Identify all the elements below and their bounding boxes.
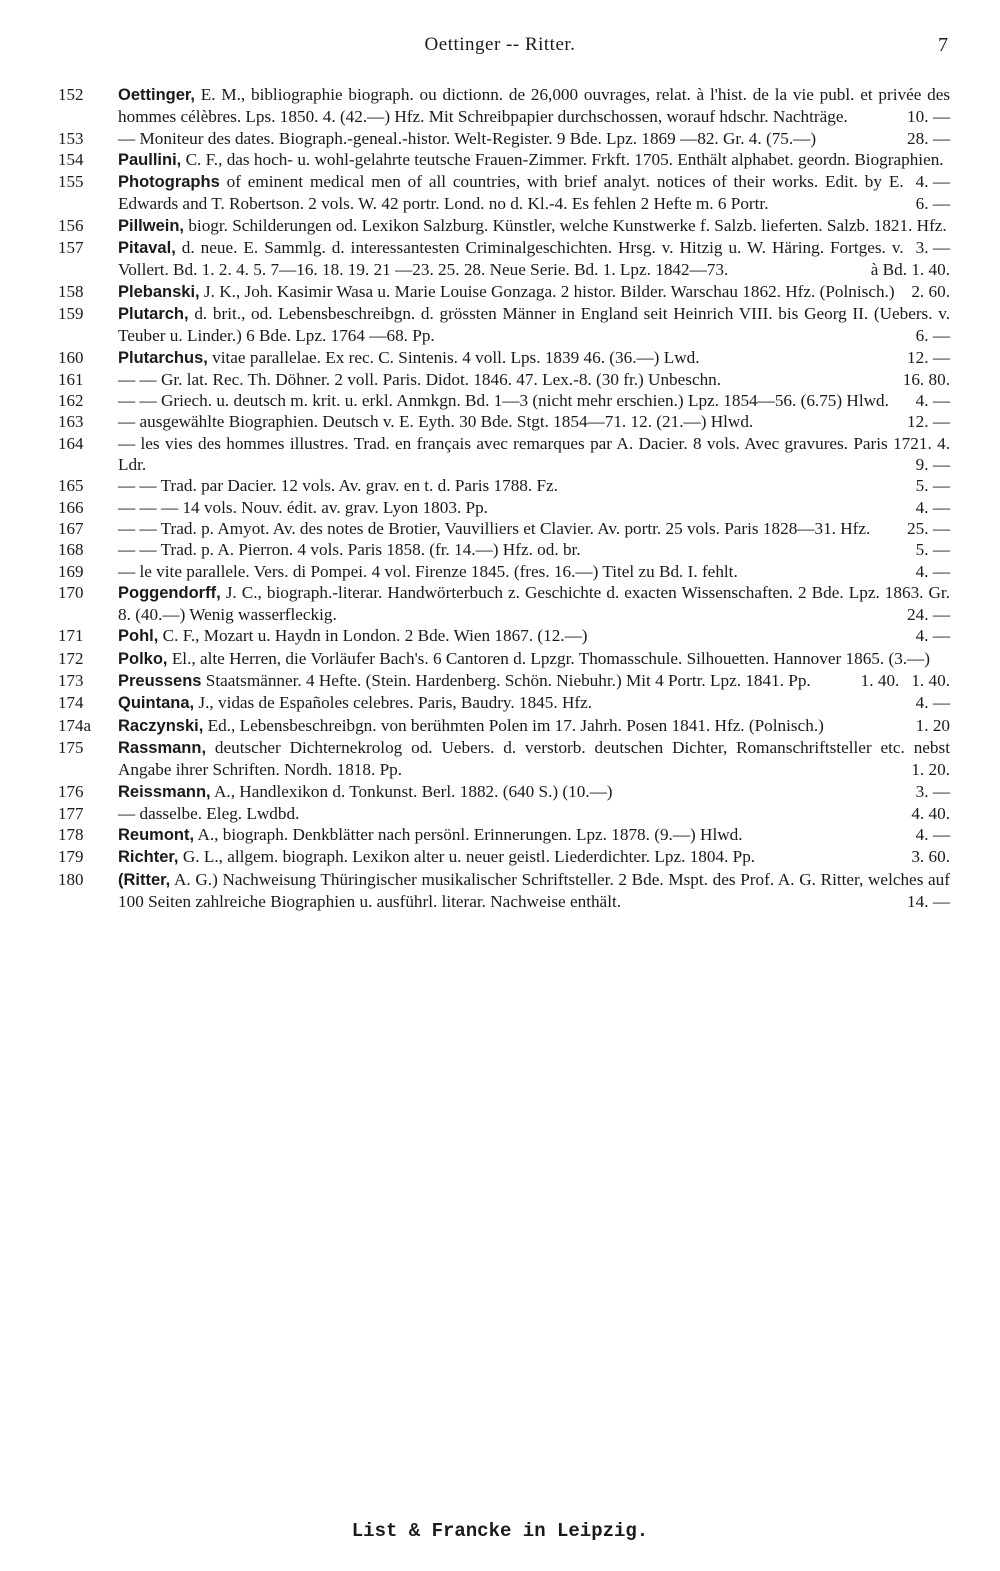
entry-price: 3. 60. bbox=[911, 847, 950, 867]
entry-body bbox=[118, 869, 950, 913]
entry-text: C. F., Mozart u. Haydn in London. 2 Bde. Wien 1867. (12.—) bbox=[162, 626, 588, 646]
entry-number: 162 bbox=[58, 391, 84, 411]
entry-price: 24. — bbox=[907, 605, 950, 625]
catalog-entry bbox=[58, 625, 950, 647]
entry-text: — — Gr. lat. Rec. Th. Döhner. 2 voll. Paris. Didot. 1846. 47. Lex.-8. (30 fr.) Unbeschn. bbox=[118, 369, 722, 389]
entry-text: G. L., allgem. biograph. Lexikon alter u. neuer geistl. Liederdichter. Lpz. 1804. Pp. bbox=[182, 847, 756, 867]
entry-number: 163 bbox=[58, 412, 84, 432]
entry-body bbox=[118, 237, 950, 281]
entry-price: 4. — bbox=[915, 825, 950, 845]
entry-author: Plutarch, bbox=[118, 304, 189, 323]
entry-author: Poggendorff, bbox=[118, 583, 221, 602]
entry-author: Oettinger, bbox=[118, 86, 196, 104]
entry-text: — — Trad. p. Amyot. Av. des notes de Brotier, Vauvilliers et Clavier. Av. portr. 25 vols. Paris 1828—31. Hfz. bbox=[118, 518, 871, 538]
entry-number: 157 bbox=[58, 238, 84, 258]
entry-number: 171 bbox=[58, 626, 84, 646]
entry-author: (Ritter, bbox=[118, 870, 171, 889]
entry-body bbox=[118, 411, 950, 432]
entry-text: Staatsmänner. 4 Hefte. (Stein. Hardenberg. Schön. Niebuhr.) Mit 4 Portr. Lpz. 1841. Pp. bbox=[205, 671, 811, 691]
entry-number: 179 bbox=[58, 847, 84, 867]
entry-price: 1. 20 bbox=[915, 715, 950, 735]
entry-price: 3. — bbox=[915, 781, 950, 801]
catalog-entry bbox=[58, 303, 950, 347]
entry-number: 178 bbox=[58, 825, 84, 845]
entry-text: A., biograph. Denkblätter nach persönl. Erinnerungen. Lpz. 1878. (9.—) Hlwd. bbox=[197, 825, 743, 845]
entry-price: 4. — bbox=[915, 497, 950, 517]
entry-number: 152 bbox=[58, 85, 84, 104]
entry-body bbox=[118, 824, 950, 846]
entry-price: 12. — bbox=[907, 347, 950, 367]
entry-text: Ed., Lebensbeschreibgn. von berühmten Polen im 17. Jahrh. Posen 1841. Hfz. (Polnisch.) bbox=[207, 715, 824, 735]
entry-author: Photographs bbox=[118, 173, 220, 192]
entry-number: 169 bbox=[58, 561, 84, 581]
entry-body bbox=[118, 84, 950, 128]
entry-author: Raczynski, bbox=[118, 716, 204, 735]
catalog-entry bbox=[58, 846, 950, 868]
entry-price: 2. 60. bbox=[911, 281, 950, 301]
entry-body bbox=[118, 625, 950, 647]
entry-price: 4. — bbox=[915, 172, 950, 192]
entry-number: 153 bbox=[58, 128, 84, 148]
entry-number: 159 bbox=[58, 303, 84, 323]
entry-author: Pohl, bbox=[118, 627, 159, 646]
entry-body bbox=[118, 433, 950, 476]
catalog-entry bbox=[58, 737, 950, 781]
entry-price: 5. — bbox=[915, 540, 950, 560]
entry-price: 6. — bbox=[915, 194, 950, 214]
entry-number: 164 bbox=[58, 433, 84, 453]
entry-author: Reumont, bbox=[118, 826, 195, 845]
entry-price: 3. — bbox=[915, 238, 950, 258]
entry-body bbox=[118, 347, 950, 369]
entry-body bbox=[118, 390, 950, 411]
entry-text: E. M., bibliographie biograph. ou dictionn. de 26,000 ouvrages, relat. à l'hist. de la vie publ. et privée des hommes célèbres. Lps. 1850. 4. (42.—) Hfz. Mit Schreibpapier durchschossen, worauf hdschr. Nachträge. bbox=[118, 85, 951, 127]
catalog-entry bbox=[58, 670, 950, 692]
entry-price: à Bd. 1. 40. bbox=[870, 260, 950, 280]
entry-number: 174 bbox=[58, 693, 84, 713]
catalog-entry bbox=[58, 781, 950, 803]
entry-text: vitae parallelae. Ex rec. C. Sintenis. 4 voll. Lps. 1839 46. (36.—) Lwd. bbox=[212, 347, 700, 367]
entry-body bbox=[118, 539, 950, 560]
entry-price: 14. — bbox=[907, 891, 950, 911]
catalog-entry bbox=[58, 869, 950, 913]
catalog-entry bbox=[58, 84, 950, 128]
entry-price: 9. — bbox=[915, 455, 950, 475]
page-number: 7 bbox=[938, 34, 948, 56]
running-head bbox=[0, 34, 1000, 64]
entry-number: 172 bbox=[58, 648, 84, 668]
entry-text: J. C., biograph.-literar. Handwörterbuch z. Geschichte d. exacten Wissenschaften. 2 Bde. Lpz. 1863. Gr. 8. (40.—) Wenig wasserfleckig. bbox=[118, 582, 951, 625]
entry-number: 176 bbox=[58, 781, 84, 801]
entry-number: 160 bbox=[58, 347, 84, 367]
entry-text: — les vies des hommes illustres. Trad. en français avec remarques par A. Dacier. 8 vols. Avec gravures. Paris 1721. 4. Ldr. bbox=[118, 433, 950, 475]
catalog-entry bbox=[58, 518, 950, 539]
catalog-entry bbox=[58, 237, 950, 281]
catalog-entry bbox=[58, 497, 950, 518]
entry-author: Richter, bbox=[118, 848, 179, 867]
entry-author: Reissmann, bbox=[118, 782, 211, 801]
entry-price: 25. — bbox=[907, 518, 950, 538]
entry-body bbox=[118, 670, 950, 692]
entry-number: 154 bbox=[58, 149, 84, 169]
entry-author: Preussens bbox=[118, 672, 202, 691]
entry-number: 161 bbox=[58, 369, 84, 389]
entry-text: J., vidas de Españoles celebres. Paris, Baudry. 1845. Hfz. bbox=[198, 693, 593, 713]
catalog-entry bbox=[58, 561, 950, 582]
entry-body bbox=[118, 475, 950, 496]
entry-author: Pillwein, bbox=[118, 216, 185, 235]
entry-text: biogr. Schilderungen od. Lexikon Salzburg. Künstler, welche Kunstwerke f. Salzb. lieferten. Salzb. 1821. Hfz. bbox=[188, 215, 947, 235]
catalog-entry bbox=[58, 803, 950, 824]
entry-author: Quintana, bbox=[118, 694, 195, 713]
entry-price: 4. — bbox=[915, 626, 950, 646]
entry-number: 173 bbox=[58, 671, 84, 691]
entry-price: 4. 40. bbox=[911, 803, 950, 823]
entry-number: 174a bbox=[58, 715, 92, 735]
entry-price: 16. 80. bbox=[902, 369, 950, 389]
entry-body bbox=[118, 846, 950, 868]
entry-price: 4. — bbox=[915, 391, 950, 411]
publisher-imprint: List & Francke in Leipzig. bbox=[351, 1520, 649, 1542]
catalog-entry bbox=[58, 715, 950, 737]
entry-text: — dasselbe. Eleg. Lwdbd. bbox=[118, 803, 300, 823]
entry-body bbox=[118, 518, 950, 539]
entry-number: 168 bbox=[58, 540, 84, 560]
catalog-entry bbox=[58, 824, 950, 846]
entry-price: 1. 20. bbox=[911, 760, 950, 780]
catalog-entry bbox=[58, 390, 950, 411]
catalog-entry bbox=[58, 347, 950, 369]
entry-body bbox=[118, 803, 950, 824]
entry-price: 1. 40. bbox=[911, 671, 950, 691]
entry-text: — — Griech. u. deutsch m. krit. u. erkl. Anmkgn. Bd. 1—3 (nicht mehr erschien.) Lpz. 1854—56. (6.75) Hlwd. bbox=[118, 391, 889, 411]
entry-price: 12. — bbox=[907, 412, 950, 432]
entry-number: 177 bbox=[58, 803, 84, 823]
entry-body bbox=[118, 692, 950, 714]
entry-author: Paullini, bbox=[118, 150, 182, 169]
entry-text: d. brit., od. Lebensbeschreibgn. d. grössten Männer in England seit Heinrich VIII. bis Georg II. (Uebers. v. Teuber u. Linder.) 6 Bde. Lpz. 1764 —68. Pp. bbox=[118, 303, 951, 346]
entry-text: — le vite parallele. Vers. di Pompei. 4 vol. Firenze 1845. (fres. 16.—) Titel zu Bd. I. fehlt. bbox=[118, 561, 738, 581]
entry-body bbox=[118, 303, 950, 347]
entry-price: 10. — bbox=[907, 107, 950, 127]
catalog-entries bbox=[58, 84, 950, 912]
entry-text: El., alte Herren, die Vorläufer Bach's. 6 Cantoren d. Lpzgr. Thomasschule. Silhouetten. Hannover 1865. (3.—) bbox=[171, 648, 931, 668]
entry-price: 4. — bbox=[915, 693, 950, 713]
catalog-entry bbox=[58, 369, 950, 390]
entry-text: — Moniteur des dates. Biograph.-geneal.-histor. Welt-Register. 9 Bde. Lpz. 1869 —82. Gr. 4. (75.—) bbox=[118, 128, 817, 148]
entry-text: of eminent medical men of all countries, with brief analyt. notices of their works. Edit. by E. Edwards and T. Robertson. 2 vols. W. 42 portr. Lond. no d. Kl.-4. Es fehlen 2 Hefte m. 6 Portr. bbox=[118, 172, 904, 214]
entry-text: C. F., das hoch- u. wohl-gelahrte teutsche Frauen-Zimmer. Frkft. 1705. Enthält alphabet. geordn. Biographien. bbox=[185, 149, 944, 169]
entry-body bbox=[118, 369, 950, 390]
entry-body bbox=[118, 781, 950, 803]
entry-price: 4. — bbox=[915, 561, 950, 581]
entry-author: Polko, bbox=[118, 649, 168, 668]
entry-price: 5. — bbox=[915, 476, 950, 496]
entry-author: Plutarchus, bbox=[118, 348, 208, 367]
catalog-entry bbox=[58, 411, 950, 432]
catalog-entry bbox=[58, 171, 950, 215]
catalog-entry bbox=[58, 433, 950, 476]
catalog-entry bbox=[58, 539, 950, 560]
entry-number: 158 bbox=[58, 281, 84, 301]
entry-text: J. K., Joh. Kasimir Wasa u. Marie Louise Gonzaga. 2 histor. Bilder. Warschau 1862. Hfz. (Polnisch.) bbox=[203, 281, 895, 301]
entry-author: Plebanski, bbox=[118, 282, 200, 301]
entry-body bbox=[118, 171, 950, 215]
entry-number: 170 bbox=[58, 582, 84, 602]
entry-text: d. neue. E. Sammlg. d. interessantesten Criminalgeschichten. Hrsg. v. Hitzig u. W. Häring. Fortges. v. Vollert. Bd. 1. 2. 4. 5. 7—16. 18. 19. 21 —23. 25. 28. Neue Serie. Bd. 1. Lpz. 1842—73. bbox=[118, 238, 904, 280]
entry-body bbox=[118, 128, 950, 149]
entry-text: A., Handlexikon d. Tonkunst. Berl. 1882. (640 S.) (10.—) bbox=[213, 781, 613, 801]
entry-text: deutscher Dichternekrolog od. Uebers. d. verstorb. deutschen Dichter, Romanschriftsteller etc. nebst Angabe ihrer Schriften. Nordh. 1818. Pp. bbox=[118, 737, 950, 780]
entry-body bbox=[118, 497, 950, 518]
entry-body bbox=[118, 737, 950, 781]
entry-body bbox=[118, 582, 950, 626]
entry-number: 175 bbox=[58, 737, 84, 757]
entry-text: — — — 14 vols. Nouv. édit. av. grav. Lyon 1803. Pp. bbox=[118, 497, 488, 517]
entry-number: 180 bbox=[58, 869, 84, 889]
catalog-entry bbox=[58, 475, 950, 496]
entry-price: 28. — bbox=[907, 128, 950, 148]
entry-author: Rassmann, bbox=[118, 738, 207, 757]
entry-body bbox=[118, 561, 950, 582]
entry-number: 167 bbox=[58, 518, 84, 538]
entry-body bbox=[118, 715, 950, 737]
entry-number: 165 bbox=[58, 476, 84, 496]
entry-number: 166 bbox=[58, 497, 84, 517]
catalog-entry bbox=[58, 281, 950, 303]
entry-text: — — Trad. par Dacier. 12 vols. Av. grav. en t. d. Paris 1788. Fz. bbox=[118, 476, 558, 496]
running-head-title: Oettinger -- Ritter. bbox=[424, 34, 576, 55]
entry-number: 155 bbox=[58, 172, 84, 192]
entry-price: 6. — bbox=[915, 326, 950, 346]
entry-text: — ausgewählte Biographien. Deutsch v. E. Eyth. 30 Bde. Stgt. 1854—71. 12. (21.—) Hlwd. bbox=[118, 412, 754, 432]
entry-author: Pitaval, bbox=[118, 239, 176, 258]
entry-price: 1. 40. bbox=[860, 671, 900, 691]
entry-text: — — Trad. p. A. Pierron. 4 vols. Paris 1858. (fr. 14.—) Hfz. od. br. bbox=[118, 540, 581, 560]
catalog-entry bbox=[58, 692, 950, 714]
entry-body bbox=[118, 281, 950, 303]
catalog-entry bbox=[58, 582, 950, 626]
entry-text: A. G.) Nachweisung Thüringischer musikalischer Schriftsteller. 2 Bde. Mspt. des Prof. A. G. Ritter, welches auf 100 Seiten zahlreiche Biographien u. ausführl. literar. Nachweise enthält. bbox=[118, 869, 950, 911]
entry-number: 156 bbox=[58, 215, 84, 235]
catalog-entry bbox=[58, 128, 950, 149]
